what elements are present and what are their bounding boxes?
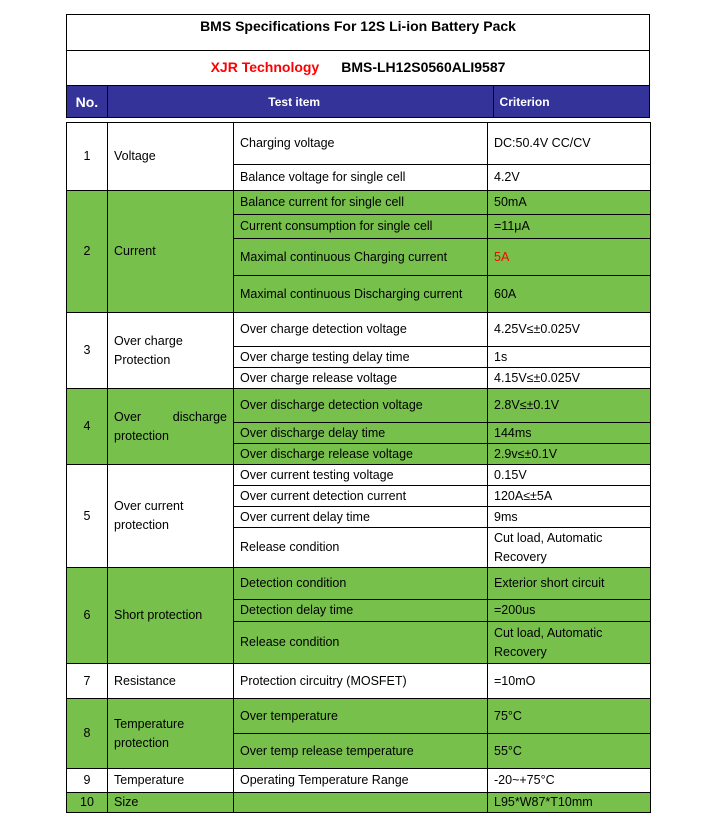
criterion-value: 9ms: [488, 507, 651, 528]
group-name: Short protection: [108, 568, 234, 664]
group-number: 6: [67, 568, 108, 664]
criterion-value: 120A≤±5A: [488, 486, 651, 507]
criterion-value: 4.15V≤±0.025V: [488, 368, 651, 389]
group-name: Resistance: [108, 664, 234, 699]
test-item: Detection delay time: [234, 600, 488, 622]
criterion-value: Cut load, Automatic Recovery: [488, 622, 651, 664]
header-criterion: Criterion: [493, 86, 649, 117]
criterion-value: 2.8V≤±0.1V: [488, 389, 651, 423]
company-model-line: [66, 51, 650, 86]
criterion-value: -20~+75°C: [488, 769, 651, 793]
criterion-value: 4.25V≤±0.025V: [488, 313, 651, 347]
table-row: [67, 123, 651, 165]
criterion-value: 1s: [488, 347, 651, 368]
criterion-value: =10mO: [488, 664, 651, 699]
group-name: Over discharge protection: [108, 389, 234, 465]
spec-table: [66, 122, 651, 813]
group-number: 10: [67, 793, 108, 813]
criterion-value: Exterior short circuit: [488, 568, 651, 600]
criterion-value: 55°C: [488, 734, 651, 769]
test-item: Over discharge detection voltage: [234, 389, 488, 423]
test-item: Balance current for single cell: [234, 191, 488, 215]
test-item: Over current detection current: [234, 486, 488, 507]
test-item: Over discharge delay time: [234, 423, 488, 444]
group-number: 9: [67, 769, 108, 793]
test-item: Maximal continuous Discharging current: [234, 276, 488, 313]
test-item: Over current testing voltage: [234, 465, 488, 486]
table-row: [67, 465, 651, 486]
criterion-value: L95*W87*T10mm: [488, 793, 651, 813]
table-header: [66, 86, 650, 118]
group-number: 1: [67, 123, 108, 191]
group-number: 2: [67, 191, 108, 313]
group-name: Temperature: [108, 769, 234, 793]
group-name: Current: [108, 191, 234, 313]
table-row: [67, 664, 651, 699]
table-row: [67, 793, 651, 813]
group-number: 8: [67, 699, 108, 769]
criterion-value: 4.2V: [488, 165, 651, 191]
table-row: [67, 313, 651, 347]
criterion-value: 5A: [488, 239, 651, 276]
header-no: No.: [67, 86, 108, 117]
group-name: Temperature protection: [108, 699, 234, 769]
test-item: Over current delay time: [234, 507, 488, 528]
company-name: XJR Technology: [210, 59, 320, 75]
criterion-value: =200us: [488, 600, 651, 622]
test-item: Over charge testing delay time: [234, 347, 488, 368]
criterion-value: DC:50.4V CC/CV: [488, 123, 651, 165]
criterion-value: 0.15V: [488, 465, 651, 486]
criterion-value: 60A: [488, 276, 651, 313]
test-item: Over temperature: [234, 699, 488, 734]
table-row: [67, 389, 651, 423]
group-number: 5: [67, 465, 108, 568]
criterion-value: =11μA: [488, 215, 651, 239]
model-number: BMS-LH12S0560ALI9587: [341, 59, 506, 75]
table-row: [67, 769, 651, 793]
test-item: Over charge release voltage: [234, 368, 488, 389]
table-row: [67, 568, 651, 600]
group-number: 4: [67, 389, 108, 465]
spec-sheet: [66, 14, 650, 813]
test-item: [234, 793, 488, 813]
criterion-value: 2.9v≤±0.1V: [488, 444, 651, 465]
criterion-value: Cut load, Automatic Recovery: [488, 528, 651, 568]
group-name: Size: [108, 793, 234, 813]
group-number: 7: [67, 664, 108, 699]
group-name: Over current protection: [108, 465, 234, 568]
test-item: Charging voltage: [234, 123, 488, 165]
document-title: BMS Specifications For 12S Li-ion Battery Pack: [66, 14, 650, 51]
test-item: Balance voltage for single cell: [234, 165, 488, 191]
criterion-value: 144ms: [488, 423, 651, 444]
group-number: 3: [67, 313, 108, 389]
test-item: Release condition: [234, 622, 488, 664]
test-item: Over temp release temperature: [234, 734, 488, 769]
test-item: Operating Temperature Range: [234, 769, 488, 793]
test-item: Detection condition: [234, 568, 488, 600]
test-item: Maximal continuous Charging current: [234, 239, 488, 276]
header-test-item: Test item: [268, 94, 321, 109]
test-item: Over discharge release voltage: [234, 444, 488, 465]
criterion-value: 50mA: [488, 191, 651, 215]
group-name: Over charge Protection: [108, 313, 234, 389]
test-item: Current consumption for single cell: [234, 215, 488, 239]
test-item: Protection circuitry (MOSFET): [234, 664, 488, 699]
table-row: [67, 699, 651, 734]
table-row: [67, 191, 651, 215]
test-item: Over charge detection voltage: [234, 313, 488, 347]
criterion-value: 75°C: [488, 699, 651, 734]
test-item: Release condition: [234, 528, 488, 568]
group-name: Voltage: [108, 123, 234, 191]
